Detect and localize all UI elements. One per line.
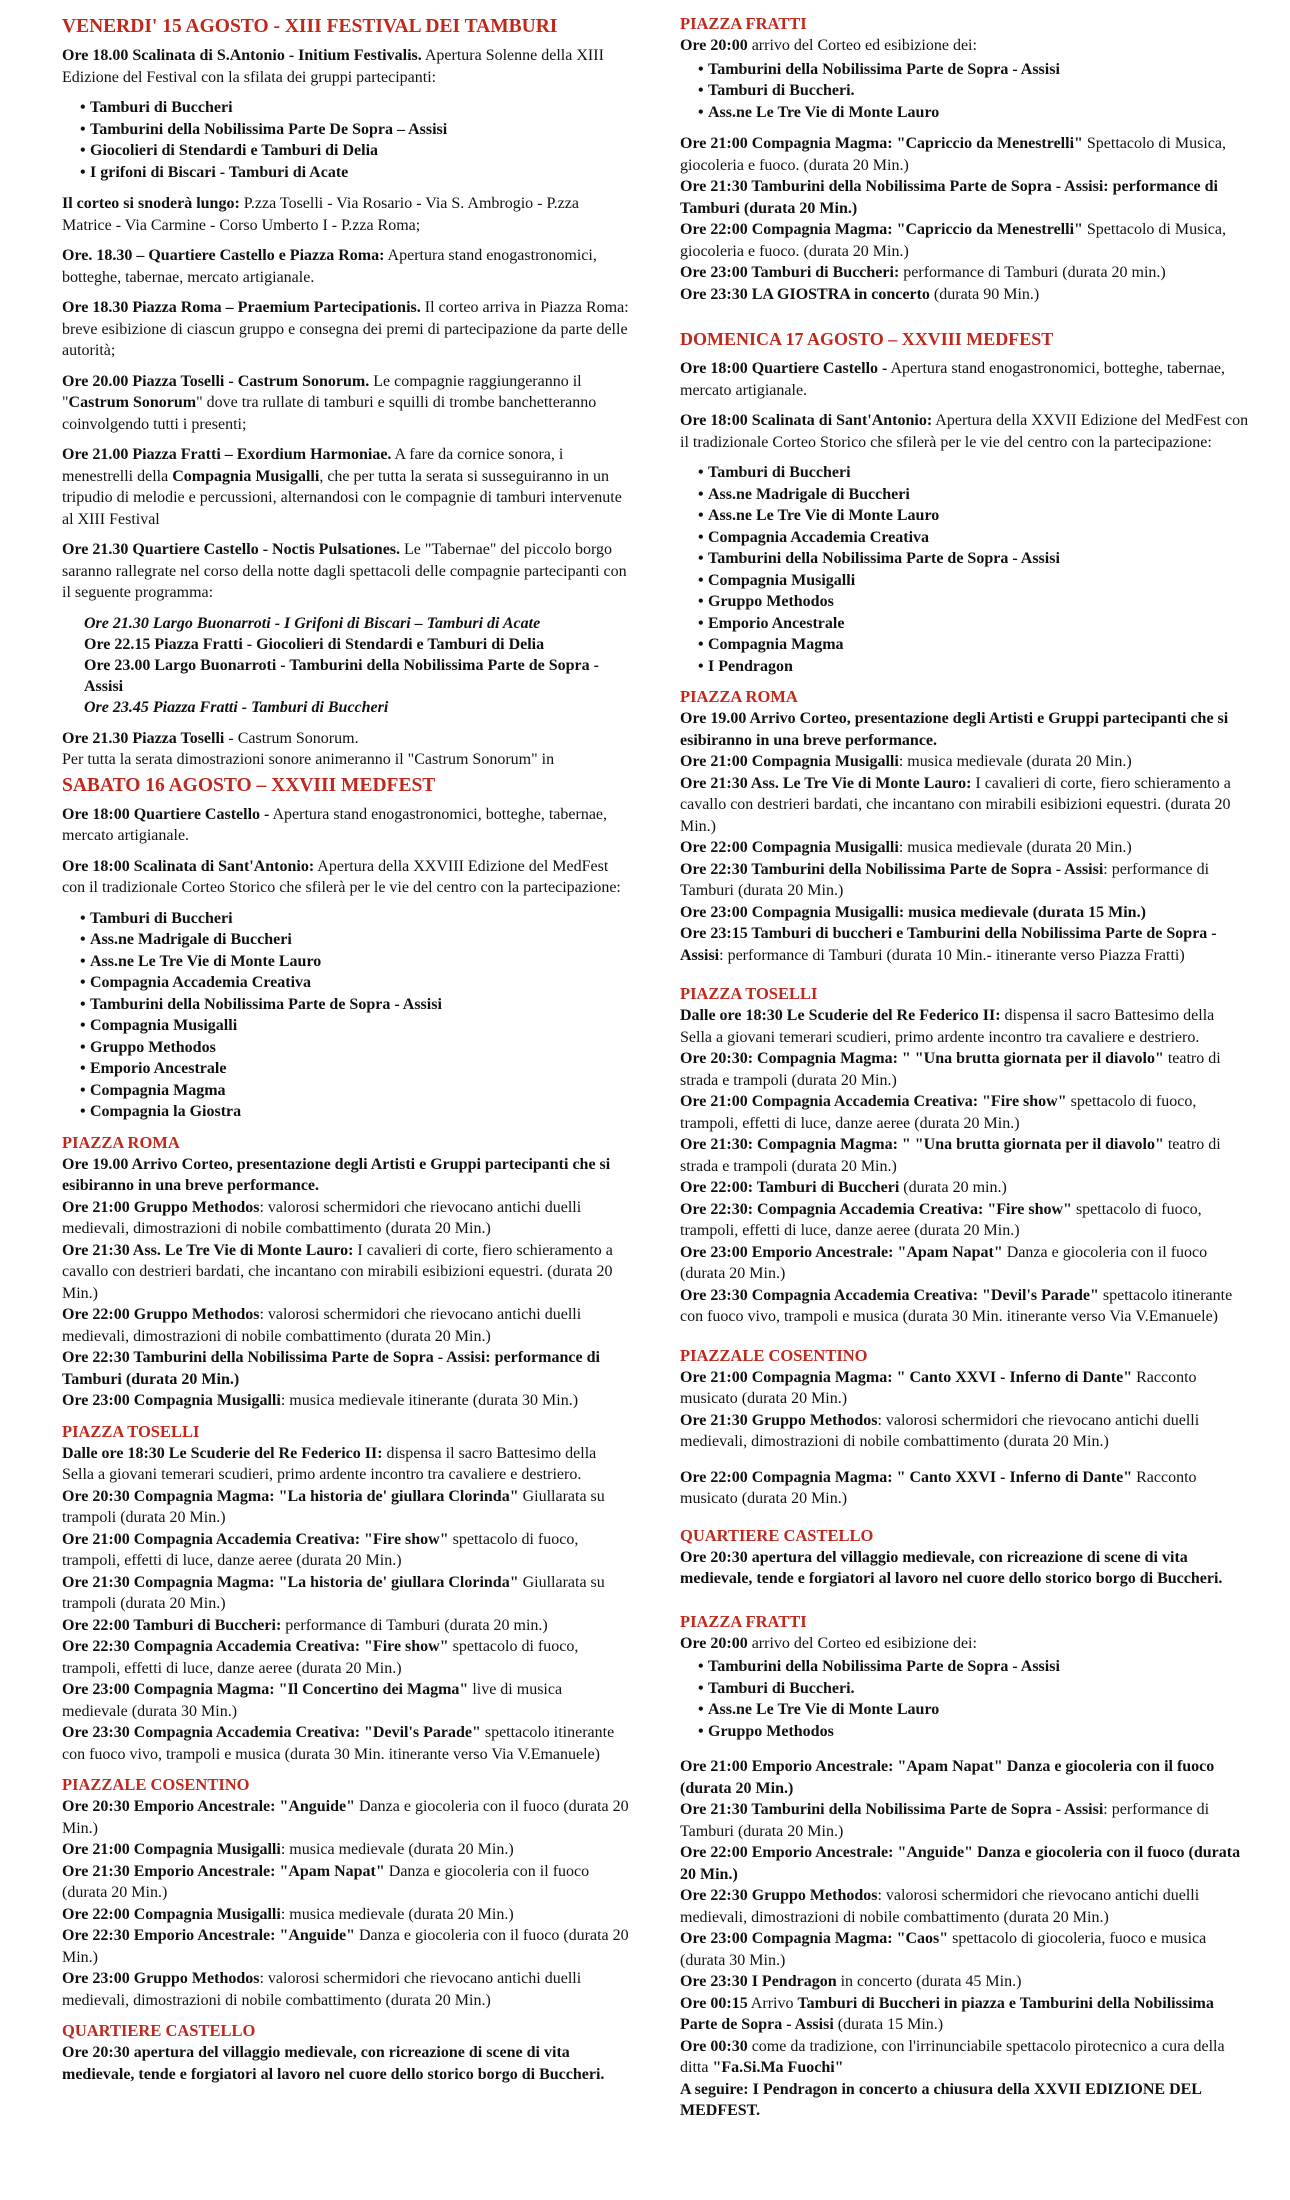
list-item: • Compagnia Musigalli xyxy=(80,1015,630,1037)
entry-description: performance di Tamburi (durata 20 min.) xyxy=(899,264,1166,281)
schedule-item: Ore 23.45 Piazza Fratti - Tamburi di Buccheri xyxy=(84,698,389,716)
entry-time: Ore 21:00 Gruppo Methodos xyxy=(62,1198,260,1216)
entry-time: Ore 23:30 Compagnia Accademia Creativa: "Devil's Parade" xyxy=(62,1724,481,1741)
entry-time: Ore 21:00 Emporio Ancestrale: "Apam Napat" Danza e giocoleria con il fuoco (durata 20 Min.) xyxy=(680,1758,1215,1797)
entry-time: Ore 22:00 Compagnia Magma: "Capriccio da Menestrelli" xyxy=(680,221,1083,238)
entry-time: Ore 23:00 Compagnia Magma: "Caos" xyxy=(680,1930,949,1947)
entry-time: Ore 21:30 Tamburini della Nobilissima Parte de Sopra - Assisi xyxy=(680,1801,1104,1818)
program-entry xyxy=(680,902,1250,924)
paragraph: Ore 21.30 Piazza Toselli - Castrum Sonorum. xyxy=(62,729,359,747)
entry-time: Ore 22:30 Tamburini della Nobilissima Parte de Sopra - Assisi xyxy=(680,860,1104,878)
entry-time: Ore 22:30 Gruppo Methodos xyxy=(680,1887,878,1904)
paragraph: Ore 18:00 Scalinata di Sant'Antonio: Apertura della XXVIII Edizione del MedFest con il tradizionale Corteo Storico che sfilerà per le vie del centro con la partecipazione: xyxy=(62,857,621,896)
program-entry xyxy=(680,1842,1250,1885)
paragraph: Ore 18:00 Quartiere Castello - Apertura stand enogastronomici, botteghe, tabernae, mercato artigianale. xyxy=(62,805,608,844)
list-item: • I grifoni di Biscari - Tamburi di Acate xyxy=(80,162,630,184)
section-entries xyxy=(62,1796,630,2011)
section-title: PIAZZALE COSENTINO xyxy=(62,1775,250,1794)
entry-time: Ore 21:30 Ass. Le Tre Vie di Monte Lauro: xyxy=(62,1241,354,1259)
entry-time: Ore 22:30 Emporio Ancestrale: "Anguide" xyxy=(62,1927,355,1944)
group-list-sunday xyxy=(680,462,1250,677)
program-entry xyxy=(680,133,1250,176)
entry-time: Ore 21:30 Emporio Ancestrale: "Apam Napat" xyxy=(62,1862,385,1880)
list-item: • Tamburi di Buccheri. xyxy=(698,80,1250,102)
section-entries xyxy=(680,1756,1250,2122)
program-entry xyxy=(62,1304,630,1347)
group-list-fratti xyxy=(680,59,1250,124)
list-item: • Ass.ne Madrigale di Buccheri xyxy=(80,929,630,951)
paragraph: Ore 18.00 Scalinata di S.Antonio - Initium Festivalis. Apertura Solenne della XIII Edizione del Festival con la sfilata dei gruppi partecipanti: xyxy=(62,47,604,86)
program-entry xyxy=(680,1885,1250,1928)
program-entry xyxy=(62,1839,630,1861)
program-entry xyxy=(680,1993,1250,2036)
list-item: • Compagnia Musigalli xyxy=(698,570,1250,592)
section-title: QUARTIERE CASTELLO xyxy=(680,1525,874,1545)
entry-time: Ore 23:00 Compagnia Musigalli: musica medievale (durata 15 Min.) xyxy=(680,903,1146,921)
paragraph: Ore 21.30 Quartiere Castello - Noctis Pulsationes. Le "Tabernae" del piccolo borgo saranno rallegrate nel corso della notte dagli spettacoli delle compagnie partecipanti con il seguente programma: xyxy=(62,541,627,601)
entry-time: Ore 23:00 Tamburi di Buccheri: xyxy=(680,264,900,281)
paragraph: Ore 20:30 apertura del villaggio medievale, con ricreazione di scene di vita medievale, tende e forgiatori al lavoro nel cuore dello storico borgo di Buccheri. xyxy=(680,1548,1223,1587)
list-item: • Compagnia la Giostra xyxy=(80,1101,630,1123)
paragraph: Ore 21.00 Piazza Fratti – Exordium Harmoniae. A fare da cornice sonora, i menestrelli della Compagnia Musigalli, che per tutta la serata si susseguiranno in un tripudio di melodie e percussioni, alternandosi con le compagnie di tamburi intervenute al XIII Festival xyxy=(62,446,622,528)
list-item: • Ass.ne Le Tre Vie di Monte Lauro xyxy=(698,1699,1250,1721)
program-entry xyxy=(680,1199,1250,1242)
day-title-sunday: DOMENICA 17 AGOSTO – XXVIII MEDFEST xyxy=(680,329,1054,349)
entry-description: dispensa il sacro Battesimo della Sella a giovani temerari scudieri, primo ardente incontro tra cavaliere e destriero. xyxy=(62,1444,597,1483)
list-item: • Gruppo Methodos xyxy=(698,1721,1250,1743)
group-list-friday xyxy=(62,97,630,183)
program-entry xyxy=(680,1134,1250,1177)
entry-description: (durata 90 Min.) xyxy=(929,285,1040,303)
list-item: • Giocolieri di Stendardi e Tamburi di Delia xyxy=(80,140,630,162)
list-item: • Ass.ne Le Tre Vie di Monte Lauro xyxy=(80,951,630,973)
paragraph: Ore. 18.30 – Quartiere Castello e Piazza Roma: Apertura stand enogastronomici, botteghe, tabernae, mercato artigianale. xyxy=(62,247,597,286)
program-entry xyxy=(680,773,1250,838)
entry-time: Ore 22:00: Tamburi di Buccheri xyxy=(680,1179,900,1196)
list-item: • Tamburi di Buccheri xyxy=(80,97,630,119)
entry-time: Ore 21:00 Compagnia Accademia Creativa: "Fire show" xyxy=(680,1093,1067,1110)
entry-time: Ore 23:30 LA GIOSTRA in concerto xyxy=(680,285,930,303)
list-item: • Tamburi di Buccheri. xyxy=(698,1678,1250,1700)
entry-time: Ore 21:00 Compagnia Magma: "Capriccio da Menestrelli" xyxy=(680,135,1083,152)
entry-description: : performance di Tamburi (durata 10 Min.- itinerante verso Piazza Fratti) xyxy=(719,946,1185,964)
entry-description: : performance di Tamburi (durata 20 Min.) xyxy=(680,1801,1210,1840)
section-title: QUARTIERE CASTELLO xyxy=(62,2021,256,2040)
entry-time: Dalle ore 18:30 Le Scuderie del Re Federico II: xyxy=(62,1444,383,1462)
program-entry xyxy=(680,262,1250,284)
program-entry xyxy=(62,1197,630,1240)
entry-time: Ore 00:15 xyxy=(680,1994,748,2012)
entry-time: Ore 20:30: Compagnia Magma: " "Una brutta giornata per il diavolo" xyxy=(680,1050,1164,1067)
entry-time: Ore 22:00 Gruppo Methodos xyxy=(62,1306,260,1323)
program-entry xyxy=(680,1410,1250,1453)
program-entry xyxy=(680,1971,1250,1993)
section-entries xyxy=(62,1154,630,1412)
entry-bold: Tamburi di Buccheri in piazza e Tamburini della Nobilissima Parte de Sopra - Assisi xyxy=(680,1994,1214,2033)
entry-description: Arrivo xyxy=(747,1994,798,2012)
section-title: PIAZZA ROMA xyxy=(62,1132,180,1152)
list-item: • Emporio Ancestrale xyxy=(80,1058,630,1080)
entry-time: Ore 21:30 Compagnia Magma: "La historia de' giullara Clorinda" xyxy=(62,1573,519,1591)
entry-time: Ore 19.00 Arrivo Corteo, presentazione degli Artisti e Gruppi partecipanti che si esibiranno in una breve performance. xyxy=(62,1155,611,1194)
program-entry xyxy=(680,1091,1250,1134)
section-entries xyxy=(62,1443,630,1766)
paragraph: Ore 20:30 apertura del villaggio medievale, con ricreazione di scene di vita medievale, tende e forgiatori al lavoro nel cuore dello storico borgo di Buccheri. xyxy=(62,2044,605,2083)
paragraph: Per tutta la serata dimostrazioni sonore animeranno il "Castrum Sonorum" in xyxy=(62,751,555,768)
program-entry xyxy=(680,1177,1250,1199)
day-title-saturday: SABATO 16 AGOSTO – XXVIII MEDFEST xyxy=(62,774,436,796)
list-item: • Compagnia Magma xyxy=(80,1080,630,1102)
section-entries xyxy=(680,1367,1250,1453)
program-entry xyxy=(62,1240,630,1305)
program-entry xyxy=(680,1367,1250,1410)
list-item: • Compagnia Magma xyxy=(698,634,1250,656)
entry-description: (durata 15 Min.) xyxy=(833,2016,944,2033)
list-item: • Tamburini della Nobilissima Parte de Sopra - Assisi xyxy=(698,59,1250,81)
entry-time: Ore 00:30 xyxy=(680,2037,748,2055)
entry-description: : valorosi schermidori che rievocano antichi duelli medievali, dimostrazioni di nobile combattimento (durata 20 Min.) xyxy=(680,1887,1200,1926)
entry-description: : musica medievale (durata 20 Min.) xyxy=(898,839,1132,856)
program-entry xyxy=(62,1861,630,1904)
program-entry xyxy=(62,1615,630,1637)
entry-description: spettacolo di fuoco, trampoli, effetti di luce, danze aeree (durata 20 Min.) xyxy=(62,1530,579,1569)
entry-description: : valorosi schermidori che rievocano antichi duelli medievali, dimostrazioni di nobile combattimento (durata 20 Min.) xyxy=(62,1306,582,1345)
entry-description: : musica medievale (durata 20 Min.) xyxy=(280,1905,514,1923)
entry-description: teatro di strada e trampoli (durata 20 Min.) xyxy=(680,1050,1221,1089)
entry-description: Giullarata su trampoli (durata 20 Min.) xyxy=(62,1573,605,1612)
paragraph: Ore 18:00 Quartiere Castello - Apertura stand enogastronomici, botteghe, tabernae, mercato artigianale. xyxy=(680,360,1226,399)
entry-time: Ore 22:00 Compagnia Musigalli xyxy=(62,1905,281,1923)
entry-description: (durata 20 min.) xyxy=(899,1179,1007,1196)
entry-description: spettacolo di giocoleria, fuoco e musica (durata 30 Min.) xyxy=(680,1930,1207,1969)
entry-time: Ore 22:00 Tamburi di Buccheri: xyxy=(62,1616,282,1634)
entry-description: spettacolo di fuoco, trampoli, effetti di luce, danze aeree (durata 20 Min.) xyxy=(680,1093,1197,1132)
program-entry xyxy=(680,751,1250,773)
list-item: • Ass.ne Le Tre Vie di Monte Lauro xyxy=(698,505,1250,527)
program-entry xyxy=(680,219,1250,262)
list-item: • Tamburini della Nobilissima Parte De Sopra – Assisi xyxy=(80,119,630,141)
entry-time: Ore 23:00 Gruppo Methodos xyxy=(62,1970,260,1987)
entry-description: I cavalieri di corte, fiero schieramento a cavallo con destrieri bardati, che incantano con mirabili esibizioni equestri. (durata 20 Min.) xyxy=(62,1241,613,1302)
entry-description: : valorosi schermidori che rievocano antichi duelli medievali, dimostrazioni di nobile combattimento (durata 20 Min.) xyxy=(62,1970,582,2009)
entry-description: come da tradizione, con l'irrinunciabile spettacolo pirotecnico a cura della ditta xyxy=(680,2037,1225,2076)
list-item: • I Pendragon xyxy=(698,656,1250,678)
entry-time: A seguire: I Pendragon in concerto a chiusura della XXVII EDIZIONE DEL MEDFEST. xyxy=(680,2080,1202,2119)
paragraph: Il corteo si snoderà lungo: P.zza Toselli - Via Rosario - Via S. Ambrogio - P.zza Matrice - Via Carmine - Corso Umberto I - P.zza Roma; xyxy=(62,195,579,234)
program-entry xyxy=(62,1572,630,1615)
entry-time: Ore 20:30 Emporio Ancestrale: "Anguide" xyxy=(62,1798,355,1815)
paragraph: Ore 20:00 arrivo del Corteo ed esibizione dei: xyxy=(680,37,977,54)
entry-time: Ore 23:30 Compagnia Accademia Creativa: "Devil's Parade" xyxy=(680,1286,1099,1304)
schedule-item: Ore 23.00 Largo Buonarroti - Tamburini della Nobilissima Parte de Sopra - Assisi xyxy=(84,656,599,695)
night-schedule xyxy=(84,613,630,718)
program-entry xyxy=(680,1048,1250,1091)
schedule-item: Ore 22.15 Piazza Fratti - Giocolieri di Stendardi e Tamburi di Delia xyxy=(84,635,545,653)
list-item: • Tamburini della Nobilissima Parte de Sopra - Assisi xyxy=(698,548,1250,570)
program-entry xyxy=(62,1722,630,1765)
entry-time: Ore 23:00 Compagnia Musigalli xyxy=(62,1392,281,1409)
program-entry xyxy=(680,859,1250,902)
entry-time: Ore 21:00 Compagnia Magma: " Canto XXVI - Inferno di Dante" xyxy=(680,1368,1133,1386)
entry-time: Ore 19.00 Arrivo Corteo, presentazione degli Artisti e Gruppi partecipanti che si esibiranno in una breve performance. xyxy=(680,710,1229,749)
list-item: • Tamburi di Buccheri xyxy=(698,462,1250,484)
program-entry xyxy=(680,1242,1250,1285)
list-item: • Compagnia Accademia Creativa xyxy=(698,527,1250,549)
section-title: PIAZZA TOSELLI xyxy=(62,1421,200,1441)
program-entry xyxy=(62,1904,630,1926)
program-entry xyxy=(680,1285,1250,1328)
program-entry xyxy=(680,176,1250,219)
entry-description: in concerto (durata 45 Min.) xyxy=(836,1973,1022,1990)
program-entry xyxy=(62,1390,630,1412)
entry-time: Ore 22:00 Compagnia Musigalli xyxy=(680,839,899,856)
entry-description: performance di Tamburi (durata 20 min.) xyxy=(281,1616,548,1634)
section-title: PIAZZA FRATTI xyxy=(680,14,807,33)
section-entries xyxy=(680,1005,1250,1328)
section-title: PIAZZA FRATTI xyxy=(680,1611,807,1631)
program-entry xyxy=(62,1486,630,1529)
day-title-friday: VENERDI' 15 AGOSTO - XIII FESTIVAL DEI TAMBURI xyxy=(62,16,558,37)
entry-time: Ore 21:00 Compagnia Accademia Creativa: "Fire show" xyxy=(62,1530,449,1548)
entry-time: Ore 23:15 Tamburi di buccheri e Tamburini della Nobilissima Parte de Sopra - Assisi xyxy=(680,925,1217,964)
entry-time: Ore 21:00 Compagnia Musigalli xyxy=(680,753,899,770)
paragraph: Ore 18:00 Scalinata di Sant'Antonio: Apertura della XXVII Edizione del MedFest con il tradizionale Corteo Storico che sfilerà per le vie del centro con la partecipazione: xyxy=(680,412,1249,451)
section-entries xyxy=(680,708,1250,966)
entry-time: Ore 22:00 Emporio Ancestrale: "Anguide" Danza e giocoleria con il fuoco (durata 20 Min.) xyxy=(680,1844,1241,1883)
paragraph: Ore 18.30 Piazza Roma – Praemium Partecipationis. Il corteo arriva in Piazza Roma: breve esibizione di ciascun gruppo e consegna dei premi di partecipazione da parte delle autorità; xyxy=(62,299,629,359)
entry-description: Danza e giocoleria con il fuoco (durata 20 Min.) xyxy=(680,1243,1208,1282)
entry-description: spettacolo itinerante con fuoco vivo, trampoli e musica (durata 30 Min. itinerante verso Via V.Emanuele) xyxy=(62,1724,615,1763)
entry-description: I cavalieri di corte, fiero schieramento a cavallo con destrieri bardati, che incantano con mirabili esibizioni equestri. (durata 20 Min.) xyxy=(680,774,1231,835)
entry-time: Ore 21:30 Gruppo Methodos xyxy=(680,1411,878,1429)
entry-bold: "Fa.Si.Ma Fuochi" xyxy=(712,2059,844,2076)
entry-description: : musica medievale itinerante (durata 30 Min.) xyxy=(280,1392,579,1409)
entry-description: spettacolo itinerante con fuoco vivo, trampoli e musica (durata 30 Min. itinerante verso Via V.Emanuele) xyxy=(680,1286,1233,1325)
program-entry xyxy=(680,1756,1250,1799)
entry-time: Ore 22:30: Compagnia Accademia Creativa: "Fire show" xyxy=(680,1200,1072,1218)
entry-time: Ore 21:30 Tamburini della Nobilissima Parte de Sopra - Assisi: performance di Tamburi (durata 20 Min.) xyxy=(680,178,1218,217)
entry-time: Ore 21:30 Ass. Le Tre Vie di Monte Lauro: xyxy=(680,774,972,792)
program-entry xyxy=(680,1799,1250,1842)
entry-description: live di musica medievale (durata 30 Min.) xyxy=(62,1681,563,1720)
section-title: PIAZZA TOSELLI xyxy=(680,984,818,1003)
section-title: PIAZZALE COSENTINO xyxy=(680,1345,868,1365)
section-entries xyxy=(680,133,1250,305)
paragraph: Ore 22:00 Compagnia Magma: " Canto XXVI - Inferno di Dante" Racconto musicato (durata 20 Min.) xyxy=(680,1468,1197,1507)
entry-description: spettacolo di fuoco, trampoli, effetti di luce, danze aeree (durata 20 Min.) xyxy=(680,1200,1202,1239)
entry-description: Spettacolo di Musica, giocoleria e fuoco. (durata 20 Min.) xyxy=(680,221,1226,260)
paragraph: Ore 20:00 arrivo del Corteo ed esibizione dei: xyxy=(680,1634,977,1652)
entry-time: Ore 22:30 Compagnia Accademia Creativa: "Fire show" xyxy=(62,1638,449,1655)
list-item: • Emporio Ancestrale xyxy=(698,613,1250,635)
entry-description: : valorosi schermidori che rievocano antichi duelli medievali, dimostrazioni di nobile combattimento (durata 20 Min.) xyxy=(62,1198,582,1237)
entry-description: Racconto musicato (durata 20 Min.) xyxy=(680,1368,1197,1407)
entry-description: Danza e giocoleria con il fuoco (durata 20 Min.) xyxy=(62,1862,590,1901)
program-entry xyxy=(62,1154,630,1197)
program-entry xyxy=(680,2036,1250,2079)
left-column xyxy=(62,14,630,2094)
entry-description: teatro di strada e trampoli (durata 20 Min.) xyxy=(680,1136,1221,1175)
program-entry xyxy=(680,923,1250,966)
list-item: • Gruppo Methodos xyxy=(698,591,1250,613)
program-entry xyxy=(680,2079,1250,2122)
schedule-item: Ore 21.30 Largo Buonarroti - I Grifoni di Biscari – Tamburi di Acate xyxy=(84,614,541,632)
entry-time: Ore 22:30 Tamburini della Nobilissima Parte de Sopra - Assisi: performance di Tamburi (durata 20 Min.) xyxy=(62,1349,600,1388)
list-item: • Ass.ne Madrigale di Buccheri xyxy=(698,484,1250,506)
entry-description: : valorosi schermidori che rievocano antichi duelli medievali, dimostrazioni di nobile combattimento (durata 20 Min.) xyxy=(680,1411,1200,1450)
program-entry xyxy=(62,1529,630,1572)
program-entry xyxy=(62,1679,630,1722)
program-entry xyxy=(62,1636,630,1679)
entry-description: Giullarata su trampoli (durata 20 Min.) xyxy=(62,1487,605,1526)
program-entry xyxy=(680,284,1250,306)
entry-description: : musica medievale (durata 20 Min.) xyxy=(280,1841,514,1858)
list-item: • Tamburini della Nobilissima Parte de Sopra - Assisi xyxy=(698,1656,1250,1678)
list-item: • Gruppo Methodos xyxy=(80,1037,630,1059)
entry-time: Ore 23:00 Compagnia Magma: "Il Concertino dei Magma" xyxy=(62,1681,469,1698)
program-entry xyxy=(62,1443,630,1486)
entry-description: dispensa il sacro Battesimo della Sella a giovani temerari scudieri, primo ardente incontro tra cavaliere e destriero. xyxy=(680,1007,1215,1046)
list-item: • Compagnia Accademia Creativa xyxy=(80,972,630,994)
right-column xyxy=(680,14,1250,2122)
program-entry xyxy=(62,1925,630,1968)
entry-time: Ore 23:00 Emporio Ancestrale: "Apam Napat" xyxy=(680,1243,1003,1261)
entry-description: Danza e giocoleria con il fuoco (durata 20 Min.) xyxy=(62,1798,629,1837)
program-entry xyxy=(680,1928,1250,1971)
list-item: • Tamburi di Buccheri xyxy=(80,908,630,930)
list-item: • Tamburini della Nobilissima Parte de Sopra - Assisi xyxy=(80,994,630,1016)
entry-time: Ore 23:30 I Pendragon xyxy=(680,1973,837,1990)
program-entry xyxy=(680,837,1250,859)
entry-time: Ore 20:30 Compagnia Magma: "La historia de' giullara Clorinda" xyxy=(62,1487,519,1505)
program-entry xyxy=(680,708,1250,751)
entry-description: Spettacolo di Musica, giocoleria e fuoco. (durata 20 Min.) xyxy=(680,135,1226,174)
group-list-saturday xyxy=(62,908,630,1123)
list-item: • Ass.ne Le Tre Vie di Monte Lauro xyxy=(698,102,1250,124)
entry-description: : performance di Tamburi (durata 20 Min.) xyxy=(680,860,1210,899)
entry-description: spettacolo di fuoco, trampoli, effetti di luce, danze aeree (durata 20 Min.) xyxy=(62,1638,579,1677)
entry-time: Dalle ore 18:30 Le Scuderie del Re Federico II: xyxy=(680,1007,1001,1024)
program-entry xyxy=(62,1347,630,1390)
section-title: PIAZZA ROMA xyxy=(680,687,798,706)
program-entry xyxy=(62,1796,630,1839)
entry-description: Danza e giocoleria con il fuoco (durata 20 Min.) xyxy=(62,1927,629,1966)
program-entry xyxy=(62,1968,630,2011)
paragraph: Ore 20.00 Piazza Toselli - Castrum Sonorum. Le compagnie raggiungeranno il "Castrum Sonorum" dove tra rullate di tamburi e squilli di trombe banchetteranno coinvolgendo tutti i presenti; xyxy=(62,372,597,433)
entry-time: Ore 21:00 Compagnia Musigalli xyxy=(62,1841,281,1858)
program-entry xyxy=(680,1005,1250,1048)
group-list-sunday-fratti xyxy=(680,1656,1250,1742)
entry-time: Ore 21:30: Compagnia Magma: " "Una brutta giornata per il diavolo" xyxy=(680,1136,1164,1153)
entry-description: : musica medievale (durata 20 Min.) xyxy=(898,753,1132,770)
